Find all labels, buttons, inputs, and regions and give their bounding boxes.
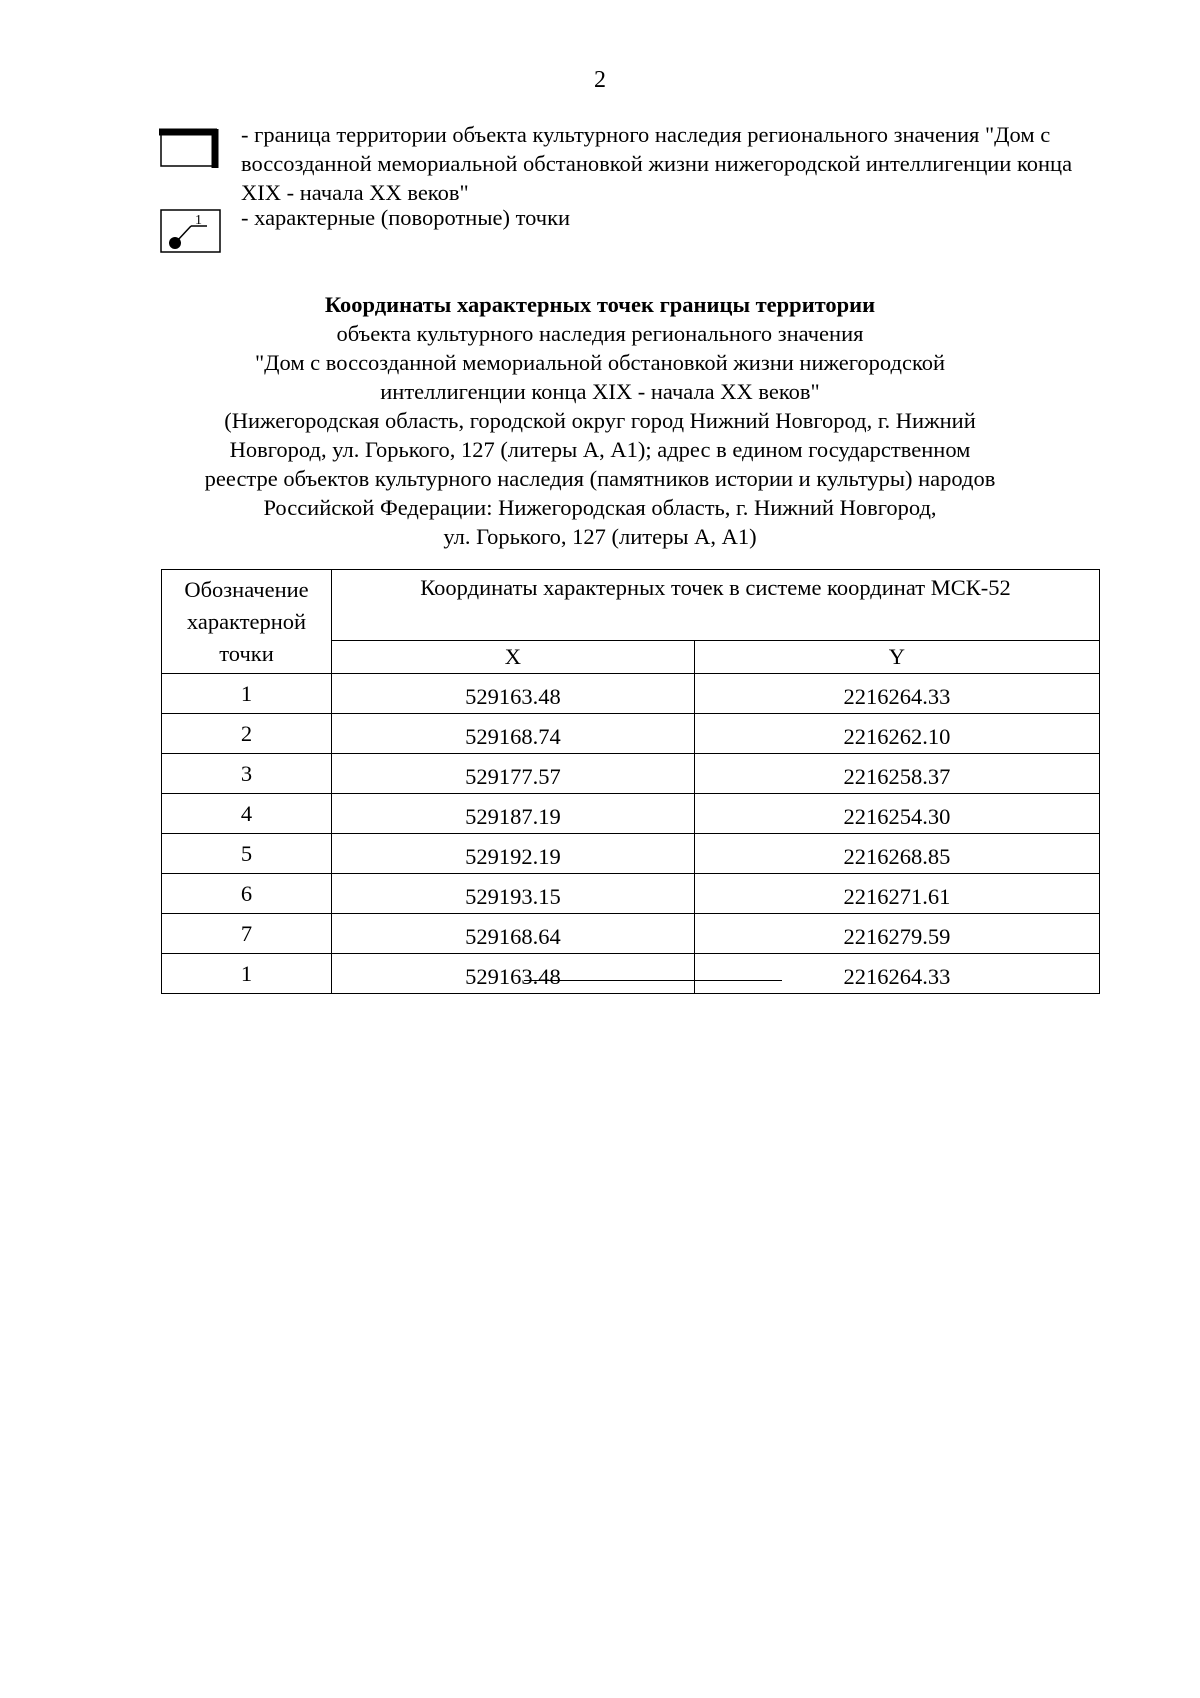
table-row	[162, 714, 1100, 754]
coordinates-header: Координаты характерных точек в системе координат МСК-52	[332, 570, 1100, 641]
page-number: 2	[594, 67, 606, 93]
legend-line: XIX - начала XX веков"	[241, 180, 469, 205]
point-id: 4	[162, 794, 332, 834]
point-id: 7	[162, 914, 332, 954]
point-id-header	[162, 570, 332, 674]
document-heading	[150, 290, 1050, 551]
point-id: 5	[162, 834, 332, 874]
heading-line: интеллигенции конца XIX - начала XX веков"	[380, 379, 820, 404]
y-value: 2216262.10	[694, 714, 1099, 754]
y-value: 2216258.37	[694, 754, 1099, 794]
legend-text-boundary	[241, 120, 1141, 207]
y-header: Y	[694, 641, 1099, 674]
legend-line: воссозданной мемориальной обстановкой жизни нижегородской интеллигенции конца	[241, 151, 1073, 176]
table-row	[162, 874, 1100, 914]
end-of-document-rule	[524, 980, 782, 981]
x-value: 529163.48	[332, 954, 695, 994]
legend-text-turning-point	[241, 203, 1141, 232]
table-row	[162, 674, 1100, 714]
y-value: 2216271.61	[694, 874, 1099, 914]
table-row	[162, 794, 1100, 834]
header-line: точки	[219, 640, 274, 666]
x-value: 529192.19	[332, 834, 695, 874]
table-row	[162, 914, 1100, 954]
y-value: 2216264.33	[694, 674, 1099, 714]
point-id: 1	[162, 674, 332, 714]
table-row	[162, 754, 1100, 794]
x-value: 529168.64	[332, 914, 695, 954]
point-id: 6	[162, 874, 332, 914]
legend-line: - граница территории объекта культурного наследия регионального значения "Дом с	[241, 122, 1051, 147]
turning-point-label: 1	[195, 213, 202, 228]
x-value: 529187.19	[332, 794, 695, 834]
y-value: 2216268.85	[694, 834, 1099, 874]
point-id: 1	[162, 954, 332, 994]
boundary-line-icon	[159, 124, 223, 170]
x-header: X	[332, 641, 695, 674]
y-value: 2216264.33	[694, 954, 1099, 994]
heading-line: "Дом с воссозданной мемориальной обстановкой жизни нижегородской	[254, 350, 946, 375]
point-id: 3	[162, 754, 332, 794]
turning-point-icon	[159, 208, 223, 254]
x-value: 529168.74	[332, 714, 695, 754]
heading-line: (Нижегородская область, городской округ город Нижний Новгород, г. Нижний	[224, 408, 976, 433]
table-header-row	[162, 570, 1100, 641]
x-value: 529163.48	[332, 674, 695, 714]
x-value: 529193.15	[332, 874, 695, 914]
point-id: 2	[162, 714, 332, 754]
coordinates-table	[161, 569, 1100, 994]
heading-title: Координаты характерных точек границы территории	[324, 292, 876, 317]
y-value: 2216254.30	[694, 794, 1099, 834]
heading-line: ул. Горького, 127 (литеры А, А1)	[443, 524, 757, 549]
heading-line: объекта культурного наследия регионального значения	[336, 321, 864, 346]
table-row	[162, 954, 1100, 994]
table-row	[162, 834, 1100, 874]
legend-line: - характерные (поворотные) точки	[241, 205, 571, 230]
header-line: характерной	[186, 608, 307, 634]
heading-line: Новгород, ул. Горького, 127 (литеры А, А1); адрес в едином государственном	[229, 437, 971, 462]
x-value: 529177.57	[332, 754, 695, 794]
y-value: 2216279.59	[694, 914, 1099, 954]
heading-line: Российской Федерации: Нижегородская область, г. Нижний Новгород,	[263, 495, 937, 520]
heading-line: реестре объектов культурного наследия (памятников истории и культуры) народов	[204, 466, 996, 491]
header-line: Обозначение	[184, 576, 309, 602]
